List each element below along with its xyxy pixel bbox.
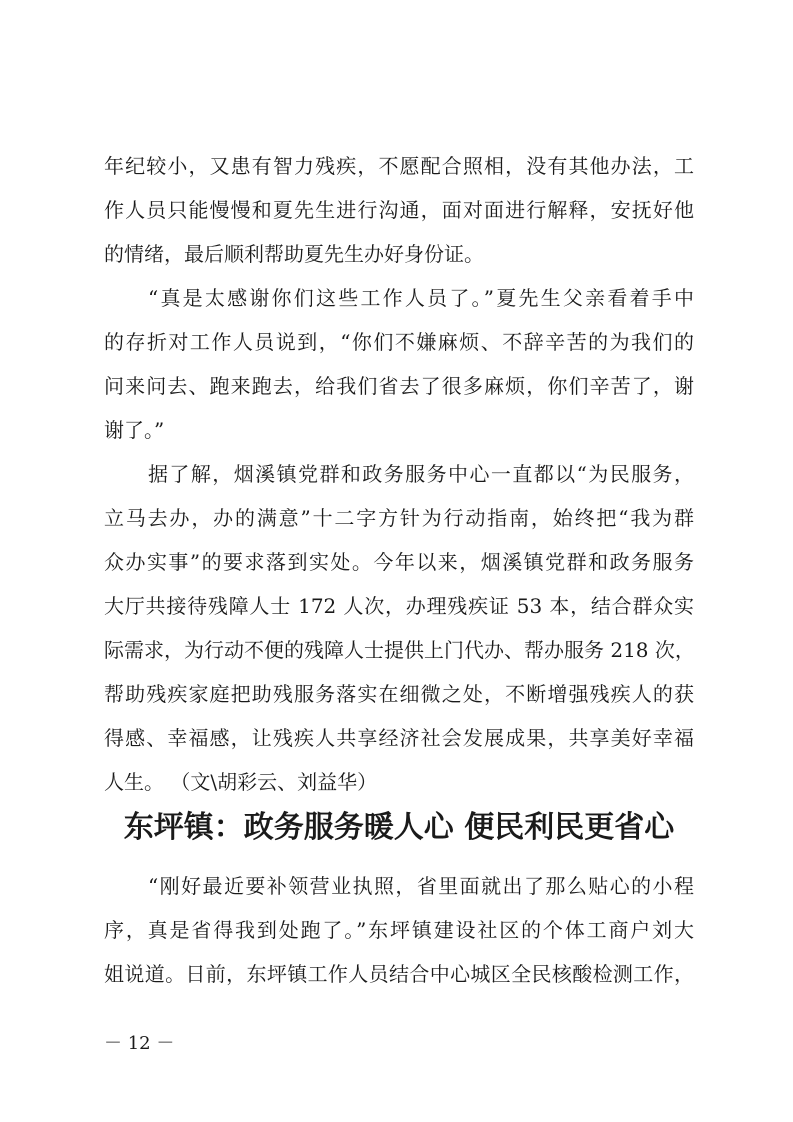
paragraph-2-line-3: 问来问去、跑来跑去，给我们省去了很多麻烦，你们辛苦了，谢 (104, 374, 694, 398)
paragraph-3-line-6: 帮助残疾家庭把助残服务落实在细微之处，不断增强残疾人的获 (104, 682, 694, 706)
paragraph-3-line-4: 大厅共接待残障人士 172 人次，办理残疾证 53 本，结合群众实 (104, 594, 694, 618)
paragraph-4-line-1: “刚好最近要补领营业执照，省里面就出了那么贴心的小程 (148, 874, 694, 898)
paragraph-3-line-8: 人生。 （文\胡彩云、刘益华） (104, 770, 378, 794)
paragraph-2-line-4: 谢了。” (104, 418, 165, 442)
paragraph-4-line-2: 序，真是省得我到处跑了。”东坪镇建设社区的个体工商户刘大 (104, 918, 694, 942)
paragraph-2-line-2: 的存折对工作人员说到，“你们不嫌麻烦、不辞辛苦的为我们的 (104, 330, 694, 354)
paragraph-1-line-2: 作人员只能慢慢和夏先生进行沟通，面对面进行解释，安抚好他 (104, 198, 694, 222)
paragraph-3-line-1: 据了解，烟溪镇党群和政务服务中心一直都以“为民服务， (148, 462, 694, 486)
paragraph-3-line-7: 得感、幸福感，让残疾人共享经济社会发展成果，共享美好幸福 (104, 726, 694, 750)
section-heading: 东坪镇：政务服务暖人心 便民利民更省心 (123, 810, 675, 845)
paragraph-1-line-3: 的情绪，最后顺利帮助夏先生办好身份证。 (104, 242, 484, 266)
paragraph-4-line-3: 姐说道。日前，东坪镇工作人员结合中心城区全民核酸检测工作， (104, 962, 694, 986)
paragraph-3-line-3: 众办实事”的要求落到实处。今年以来，烟溪镇党群和政务服务 (104, 550, 694, 574)
paragraph-1-line-1: 年纪较小，又患有智力残疾，不愿配合照相，没有其他办法，工 (104, 154, 694, 178)
page-number: － 12 － (104, 1033, 175, 1054)
paragraph-3-line-5: 际需求，为行动不便的残障人士提供上门代办、帮办服务 218 次， (104, 638, 695, 662)
paragraph-2-line-1: “真是太感谢你们这些工作人员了。”夏先生父亲看着手中 (148, 286, 694, 310)
paragraph-3-line-2: 立马去办，办的满意”十二字方针为行动指南，始终把“我为群 (104, 506, 694, 530)
